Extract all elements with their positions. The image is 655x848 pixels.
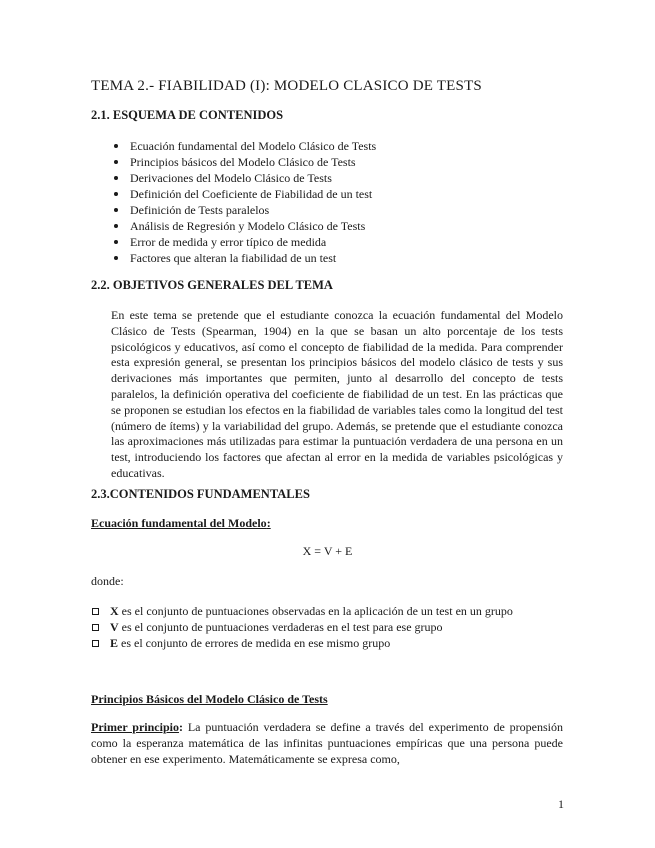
first-principle-label: Primer principio <box>91 720 179 734</box>
list-item: Definición del Coeficiente de Fiabilidad de un test <box>114 186 376 202</box>
objectives-paragraph: En este tema se pretende que el estudiante conozca la ecuación fundamental del Modelo Clásico de Tests (Spearman, 1904) en la que se basan un alto porcentaje de los tests psicológicos y educativos, así como el concepto de fiabilidad de la medida. Para comprender esta expresión general, se presentan los principios básicos del modelo clásico de tests y sus derivaciones más importantes que permiten, junto al desarrollo del concepto de tests paralelos, la definición operativa del coeficiente de fiabilidad de un test. En las prácticas que se proponen se estudian los efectos en la fiabilidad de variables tales como la longitud del test (número de ítems) y la variabilidad del grupo. Además, se pretende que el estudiante conozca las aproximaciones más utilizadas para estimar la puntuación verdadera de una persona en un test, introduciendo los factores que afectan al error en la medida de variables psicológicas y educativas. <box>111 308 563 480</box>
definition-text: es el conjunto de puntuaciones verdaderas en el test para ese grupo <box>118 620 443 634</box>
square-bullet-icon <box>92 624 99 631</box>
definition-text: es el conjunto de errores de medida en ese mismo grupo <box>118 636 391 650</box>
definition-symbol: X <box>110 604 119 618</box>
list-item: Derivaciones del Modelo Clásico de Tests <box>114 170 376 186</box>
document-title: TEMA 2.- FIABILIDAD (I): MODELO CLASICO DE TESTS <box>91 78 482 94</box>
list-item: Ecuación fundamental del Modelo Clásico de Tests <box>114 138 376 154</box>
principles-heading: Principios Básicos del Modelo Clásico de Tests <box>91 692 328 706</box>
heading-colon: : <box>266 516 271 530</box>
list-item: Análisis de Regresión y Modelo Clásico de Tests <box>114 218 376 234</box>
definition-symbol: E <box>110 636 119 650</box>
list-item: Principios básicos del Modelo Clásico de Tests <box>114 154 376 170</box>
fundamental-equation: X = V + E <box>302 544 353 558</box>
definition-symbol: V <box>110 620 119 634</box>
section-heading-esquema: 2.1. ESQUEMA DE CONTENIDOS <box>91 108 284 122</box>
where-label: donde: <box>91 574 124 588</box>
section-heading-contenidos: 2.3.CONTENIDOS FUNDAMENTALES <box>91 487 310 501</box>
square-bullet-icon <box>92 640 99 647</box>
definition-item <box>91 635 513 651</box>
definition-item <box>91 603 513 619</box>
first-principle-paragraph <box>91 719 563 767</box>
square-bullet-icon <box>92 608 99 615</box>
page-number: 1 <box>558 797 564 811</box>
list-item: Definición de Tests paralelos <box>114 202 376 218</box>
section-heading-objetivos: 2.2. OBJETIVOS GENERALES DEL TEMA <box>91 278 333 292</box>
definition-text: es el conjunto de puntuaciones observadas en la aplicación de un test en un grupo <box>118 604 513 618</box>
fundamental-equation-heading <box>91 515 271 531</box>
list-item: Factores que alteran la fiabilidad de un test <box>114 250 376 266</box>
first-principle-text: La puntuación verdadera se define a través del experimento de propensión como la esperanza matemática de las infinitas puntuaciones empíricas que una persona puede obtener en ese experimento. Matemáticamente se expresa como, <box>91 720 563 766</box>
definition-item <box>91 619 513 635</box>
first-principle-colon: : <box>178 720 183 734</box>
contents-list <box>114 138 376 266</box>
list-item: Error de medida y error típico de medida <box>114 234 376 250</box>
definitions-list <box>91 603 513 651</box>
fundamental-equation-heading-text: Ecuación fundamental del Modelo <box>91 516 267 530</box>
